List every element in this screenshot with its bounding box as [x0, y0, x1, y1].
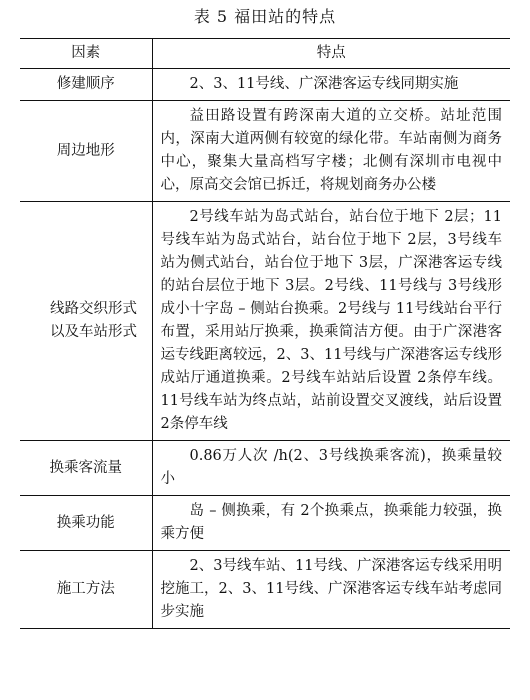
- table-row: [20, 441, 510, 496]
- row-factor: 周边地形: [20, 101, 152, 202]
- header-feature: 特点: [152, 39, 510, 69]
- row-feature: 2、3号线车站、11号线、广深港客运专线采用明挖施工，2、3、11号线、广深港客运专线车站考虑同步实施: [152, 551, 510, 629]
- row-factor: 换乘功能: [20, 496, 152, 551]
- row-feature: 2、3、11号线、广深港客运专线同期实施: [152, 69, 510, 101]
- table-row: [20, 551, 510, 629]
- table-row: [20, 101, 510, 202]
- row-feature: 2号线车站为岛式站台，站台位于地下 2层；11号线车站为岛式站台，站台位于地下 2层，3号线车站为侧式站台，站台位于地下 3层，广深港客运专线的站台层位于地下 3层。2号线、11号线与 3号线形成小十字岛 – 侧站台换乘。2号线与 11号线站台平行布置，采用站厅换乘，换乘简洁方便。由于广深港客运专线距离较远，2、3、11号线与广深港客运专线形成站厅通道换乘。2号线车站站后设置 2条停车线。11号线车站为终点站，站前设置交叉渡线，站后设置 2条停车线: [152, 202, 510, 441]
- row-factor: 换乘客流量: [20, 441, 152, 496]
- row-factor: 施工方法: [20, 551, 152, 629]
- table-header-row: [20, 39, 510, 69]
- table-row: [20, 69, 510, 101]
- table-caption: 表 5 福田站的特点: [193, 7, 337, 26]
- row-factor: 线路交织形式以及车站形式: [20, 202, 152, 441]
- row-feature: 岛 – 侧换乘，有 2个换乘点，换乘能力较强，换乘方便: [152, 496, 510, 551]
- table-row: [20, 496, 510, 551]
- row-factor: 修建顺序: [20, 69, 152, 101]
- header-factor: 因素: [20, 39, 152, 69]
- row-feature: 益田路设置有跨深南大道的立交桥。站址范围内，深南大道两侧有较宽的绿化带。车站南侧为商务中心，聚集大量高档写字楼；北侧有深圳市电视中心，原高交会馆已拆迁，将规划商务办公楼: [152, 101, 510, 202]
- row-feature: 0.86万人次 /h(2、3号线换乘客流)，换乘量较小: [152, 441, 510, 496]
- station-features-table: [20, 38, 510, 629]
- table-row: [20, 202, 510, 441]
